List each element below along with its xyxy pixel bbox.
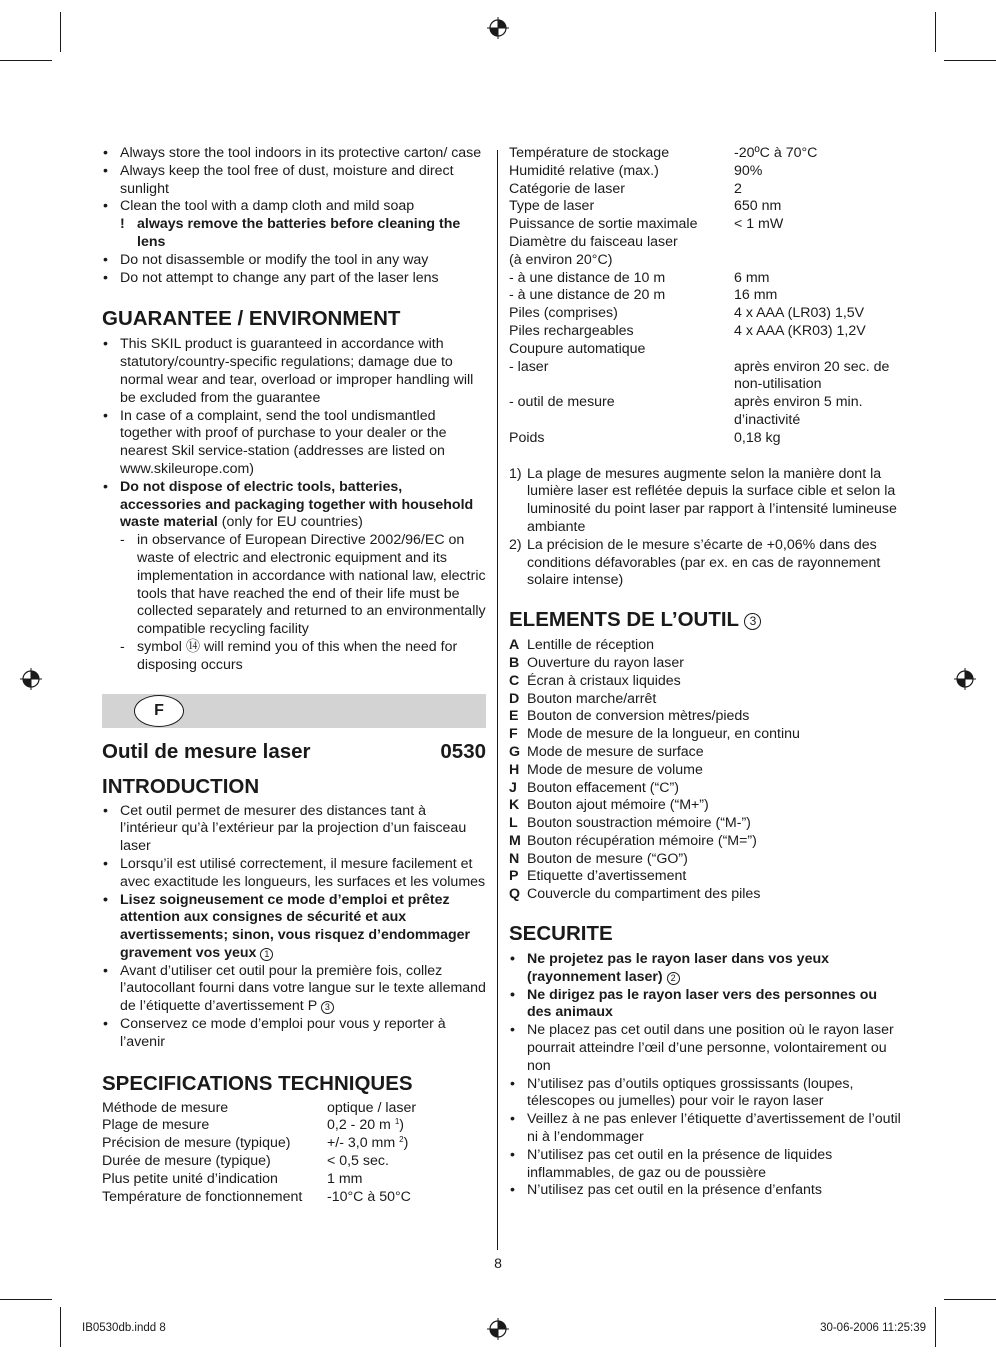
storage-list — [102, 145, 486, 287]
footnote-text: La plage de mesures augmente selon la manière dont la lumière laser est reflétée depuis la surface cible et selon la luminosité du point laser par rapport à l’intensité lumineuse ambiante — [527, 465, 897, 535]
spec-key: Méthode de mesure — [102, 1099, 229, 1116]
dash-item: - in observance of European Directive 2002/96/EC on waste of electric and electronic equipment and its implementation in accordance with national law, electric tools that have reached the end of their life must be collected separately and returned to an environmentally compatible recycling facility — [102, 532, 486, 639]
spec-row — [102, 1100, 486, 1118]
registration-mark-icon — [20, 668, 42, 690]
registration-mark-icon — [954, 668, 976, 690]
spec-value-text: 0,2 - 20 m — [327, 1117, 391, 1134]
left-column — [102, 145, 486, 1206]
list-item — [509, 886, 901, 904]
list-item — [102, 892, 486, 963]
spec-value: 6 mm — [734, 269, 770, 286]
element-text: Bouton ajout mémoire (“M+”) — [527, 797, 709, 814]
element-text: Couvercle du compartiment des piles — [527, 886, 761, 903]
dash-text: will remind you of this when the need for disposing occurs — [137, 638, 458, 673]
spec-value: < 0,5 sec. — [327, 1153, 389, 1170]
footnote-text: La précision de le mesure s’écarte de +0,06% dans des conditions défavorables (par ex. en cas de rayonnement solaire intense) — [527, 536, 881, 589]
bold-text: Ne projetez pas le rayon laser dans vos yeux (rayonnement laser) — [527, 951, 830, 985]
spec-key: - outil de mesure — [509, 394, 615, 411]
spec-value — [734, 252, 901, 270]
element-text: Bouton de mesure (“GO”) — [527, 850, 688, 867]
spec-row — [509, 234, 901, 252]
list-item — [509, 744, 901, 762]
list-item — [509, 673, 901, 691]
crop-mark — [935, 1307, 936, 1347]
crop-mark — [0, 60, 52, 61]
spec-key: Humidité relative (max.) — [509, 162, 659, 179]
figure-ref: 1 — [260, 948, 273, 961]
element-text: Mode de mesure de volume — [527, 761, 703, 778]
element-text: Bouton récupération mémoire (“M=”) — [527, 832, 757, 849]
recycle-symbol-ref: ⑭ — [185, 638, 201, 655]
security-list — [509, 951, 901, 1200]
item-text: Avant d’utiliser cet outil pour la première fois, collez l’autocollant fourni dans votre langue sur le texte allemand de l’étiquette d’avertissement P — [120, 962, 486, 1015]
list-item: • Clean the tool with a damp cloth and mild soap — [102, 198, 486, 216]
product-title-row — [102, 740, 486, 764]
list-item: • Always keep the tool free of dust, moisture and direct sunlight — [102, 163, 486, 199]
list-item — [509, 833, 901, 851]
footnote-number: 1) — [509, 465, 522, 482]
spec-key: Piles rechargeables — [509, 322, 634, 339]
element-text: Bouton de conversion mètres/pieds — [527, 708, 750, 725]
spec-row — [102, 1135, 486, 1153]
list-item: • Do not disassemble or modify the tool in any way — [102, 252, 486, 270]
crop-mark — [944, 1299, 996, 1300]
guarantee-heading: GUARANTEE / ENVIRONMENT — [102, 307, 401, 331]
list-item — [509, 851, 901, 869]
specifications-heading: SPECIFICATIONS TECHNIQUES — [102, 1071, 413, 1095]
spec-value: 16 mm — [734, 287, 778, 304]
spec-key: Diamètre du faisceau laser — [509, 233, 678, 250]
slug-filename: IB0530db.indd 8 — [82, 1322, 166, 1334]
security-heading: SECURITE — [509, 922, 613, 946]
spec-key: Type de laser — [509, 198, 595, 215]
guarantee-list — [102, 336, 486, 674]
footnote — [509, 537, 901, 590]
spec-value — [327, 1100, 486, 1118]
list-item — [102, 963, 486, 1016]
element-letter: E — [509, 708, 519, 725]
spec-row — [509, 145, 901, 163]
registration-mark-icon — [487, 17, 509, 39]
spec-key: (à environ 20°C) — [509, 251, 613, 268]
spec-value-text: +/- 3,0 mm — [327, 1135, 396, 1152]
spec-value: 0,2 - 20 m $^1$) — [327, 1117, 405, 1134]
spec-value: après environ 20 sec. de non-utilisation — [734, 358, 890, 393]
element-text: Ouverture du rayon laser — [527, 654, 684, 671]
spec-value: 0,18 kg — [734, 429, 781, 446]
dispose-bold-text: Do not dispose of electric tools, batteries, accessories and packaging together with household waste material — [120, 478, 474, 531]
spec-row — [509, 163, 901, 181]
spec-row — [509, 359, 901, 395]
spec-key: - laser — [509, 358, 549, 375]
list-item — [509, 762, 901, 780]
spec-value: +/- 3,0 mm $^2$) — [327, 1135, 409, 1152]
spec-key: - à une distance de 20 m — [509, 287, 666, 304]
list-item: • Conservez ce mode d’emploi pour vous y reporter à l’avenir — [102, 1016, 486, 1052]
column-divider — [497, 150, 498, 1250]
bold-text: Lisez soigneusement ce mode d’emploi et prêtez attention aux consignes de sécurité et aux avertissements; sinon, vous risquez d’endommager gravement vos yeux — [120, 891, 471, 961]
list-item — [509, 708, 901, 726]
element-letter: P — [509, 868, 519, 885]
list-item: • Veillez à ne pas enlever l’étiquette d’avertissement de l’outil ni à l’endommager — [509, 1111, 901, 1147]
element-text: Mode de mesure de la longueur, en continu — [527, 726, 800, 743]
list-item — [509, 655, 901, 673]
spec-row — [509, 394, 901, 430]
element-letter: C — [509, 672, 520, 689]
product-code: 0530 — [440, 739, 486, 763]
spec-key: - à une distance de 10 m — [509, 269, 666, 286]
spec-table-right — [509, 145, 901, 448]
right-column — [509, 145, 901, 1200]
spec-value — [734, 341, 901, 359]
crop-mark — [0, 1299, 52, 1300]
spec-key: Température de stockage — [509, 145, 670, 161]
footnote-number: 2) — [509, 536, 522, 553]
figure-ref: 3 — [744, 613, 761, 630]
list-item — [509, 815, 901, 833]
spec-key: Piles (comprises) — [509, 305, 618, 322]
list-item: • Always store the tool indoors in its protective carton/ case — [102, 145, 486, 163]
footnote — [509, 466, 901, 537]
spec-value — [734, 234, 901, 252]
language-label: F — [134, 695, 184, 727]
list-item — [509, 691, 901, 709]
spec-key: Catégorie de laser — [509, 180, 625, 197]
spec-value: 4 x AAA (LR03) 1,5V — [734, 305, 865, 322]
introduction-heading: INTRODUCTION — [102, 774, 260, 798]
spec-table-left — [102, 1100, 486, 1207]
list-item: • N’utilisez pas cet outil en la présence de liquides inflammables, de gaz ou de poussière — [509, 1147, 901, 1183]
element-letter: J — [509, 779, 517, 796]
spec-value: < 1 mW — [734, 216, 784, 233]
spec-row — [102, 1117, 486, 1135]
spec-key: Poids — [509, 429, 545, 446]
elements-heading-text: ELEMENTS DE L’OUTIL — [509, 608, 739, 632]
spec-row — [509, 270, 901, 288]
spec-key: Précision de mesure (typique) — [102, 1135, 291, 1152]
element-letter: Q — [509, 886, 521, 903]
element-letter: D — [509, 690, 520, 707]
element-letter: M — [509, 832, 521, 849]
element-letter: N — [509, 850, 520, 867]
spec-value: 2 — [734, 180, 742, 197]
page-number: 8 — [494, 1255, 502, 1271]
element-text: Bouton effacement (“C”) — [527, 779, 679, 796]
crop-mark — [935, 12, 936, 52]
list-item: • Ne dirigez pas le rayon laser vers des personnes ou des animaux — [509, 987, 901, 1023]
list-item — [509, 726, 901, 744]
spec-row — [509, 198, 901, 216]
crop-mark — [944, 60, 996, 61]
spec-row — [509, 181, 901, 199]
list-item: • Do not attempt to change any part of the laser lens — [102, 270, 486, 288]
element-letter: L — [509, 815, 518, 832]
spec-row — [509, 305, 901, 323]
element-letter: A — [509, 637, 520, 654]
list-item: • Ne placez pas cet outil dans une position où le rayon laser pourrait atteindre l’œil d’une personne, volontairement ou non — [509, 1022, 901, 1075]
list-item — [509, 637, 901, 655]
figure-ref: 3 — [321, 1001, 334, 1014]
element-text: Bouton marche/arrêt — [527, 690, 657, 707]
list-item: • This SKIL product is guaranteed in accordance with statutory/country-specific regulations; damage due to normal wear and tear, overload or improper handling will be excluded from the guarantee — [102, 336, 486, 407]
spec-value: après environ 5 min. d’inactivité — [734, 394, 863, 428]
element-text: Lentille de réception — [527, 637, 654, 654]
registration-mark-icon — [487, 1318, 509, 1340]
spec-key: Plus petite unité d’indication — [102, 1170, 278, 1187]
element-letter: K — [509, 797, 520, 814]
spec-row — [102, 1153, 486, 1171]
element-text: Etiquette d’avertissement — [527, 868, 687, 885]
language-bar — [102, 694, 486, 728]
product-title: Outil de mesure laser — [102, 739, 311, 763]
spec-value: 90% — [734, 162, 763, 179]
crop-mark — [60, 1307, 61, 1347]
elements-heading — [509, 608, 901, 632]
element-text: Bouton soustraction mémoire (“M-”) — [527, 815, 751, 832]
spec-row — [509, 430, 901, 448]
element-letter: F — [509, 726, 518, 743]
dispose-note: (only for EU countries) — [217, 514, 363, 531]
footnote-ref: 1 — [394, 1117, 400, 1127]
dash-text: symbol — [137, 638, 186, 655]
list-item: • In case of a complaint, send the tool undismantled together with proof of purchase to your dealer or the nearest Skil service-station (addresses are listed on www.skileurope.com) — [102, 408, 486, 479]
element-letter: G — [509, 743, 521, 760]
introduction-list — [102, 803, 486, 1052]
elements-list — [509, 637, 901, 904]
element-letter: B — [509, 654, 520, 671]
list-item: • N’utilisez pas d’outils optiques grossissants (loupes, télescopes ou jumelles) pour voir le rayon laser — [509, 1076, 901, 1112]
spec-value: 4 x AAA (KR03) 1,2V — [734, 322, 866, 339]
spec-row — [509, 323, 901, 341]
spec-key: Plage de mesure — [102, 1117, 210, 1134]
list-item: • Lorsqu’il est utilisé correctement, il mesure facilement et avec exactitude les longueurs, les surfaces et les volumes — [102, 856, 486, 892]
spec-row — [509, 216, 901, 234]
list-item — [509, 868, 901, 886]
spec-key: Durée de mesure (typique) — [102, 1153, 271, 1170]
element-letter: H — [509, 761, 520, 778]
spec-row — [102, 1171, 486, 1189]
list-item — [509, 951, 901, 987]
spec-value-text: optique / laser — [327, 1099, 417, 1116]
spec-key: Puissance de sortie maximale — [509, 216, 698, 233]
spec-key: Température de fonctionnement — [102, 1188, 303, 1205]
footnotes — [509, 466, 901, 591]
spec-row — [509, 252, 901, 270]
list-item — [509, 780, 901, 798]
spec-value: 650 nm — [734, 198, 782, 215]
slug-timestamp: 30-06-2006 11:25:39 — [820, 1322, 926, 1334]
element-text: Mode de mesure de surface — [527, 743, 704, 760]
warning-item: ! always remove the batteries before cleaning the lens — [102, 216, 486, 252]
spec-value: -20ºC à 70°C — [734, 145, 818, 161]
spec-row — [509, 287, 901, 305]
spec-row — [102, 1189, 486, 1207]
spec-value: -10°C à 50°C — [327, 1188, 411, 1205]
list-item — [509, 797, 901, 815]
spec-key: Coupure automatique — [509, 340, 646, 357]
element-text: Écran à cristaux liquides — [527, 672, 681, 689]
list-item — [102, 479, 486, 532]
dash-item — [102, 639, 486, 675]
figure-ref: 2 — [667, 972, 680, 985]
footnote-ref: 2 — [399, 1135, 404, 1145]
list-item: • N’utilisez pas cet outil en la présence d’enfants — [509, 1182, 901, 1200]
list-item: • Cet outil permet de mesurer des distances tant à l’intérieur qu’à l’extérieur par la projection d’un faisceau laser — [102, 803, 486, 856]
crop-mark — [60, 12, 61, 52]
spec-row — [509, 341, 901, 359]
spec-value: 1 mm — [327, 1170, 363, 1187]
